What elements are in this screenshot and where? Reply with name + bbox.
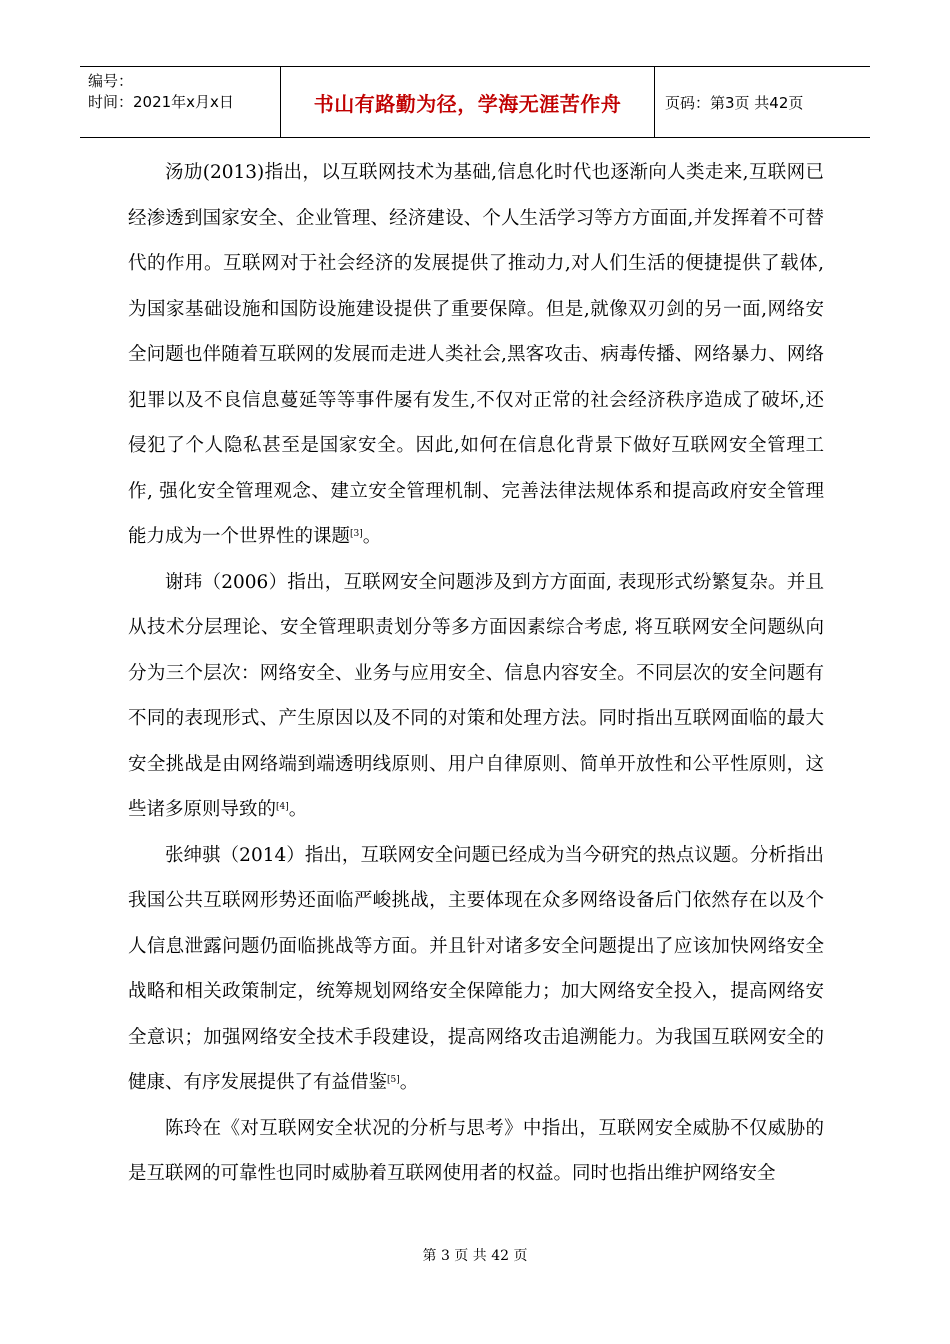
- citation-ref: [5]: [387, 1075, 400, 1085]
- footer-page-number: 第 3 页 共 42 页: [422, 1248, 528, 1264]
- paragraph-end: 。: [362, 526, 382, 547]
- paragraph-1: [128, 150, 824, 560]
- paragraph-text: 张绅骐（2014）指出，互联网安全问题已经成为当今研究的热点议题。分析指出我国公共互联网形势还面临严峻挑战，主要体现在众多网络设备后门依然存在以及个人信息泄露问题仍面临挑战等方面。并且针对诸多安全问题提出了应该加快网络安全战略和相关政策制定，统筹规划网络安全保障能力；加大网络安全投入，提高网络安全意识；加强网络安全技术手段建设，提高网络攻击追溯能力。为我国互联网安全的健康、有序发展提供了有益借鉴: [128, 844, 824, 1093]
- motto-text: 书山有路勤为径，学海无涯苦作舟: [313, 91, 622, 116]
- header-page-cell: [655, 67, 870, 137]
- page-info: 页码：第3页 共42页: [665, 93, 804, 112]
- paragraph-3: [128, 833, 824, 1106]
- document-body: [128, 150, 824, 1197]
- paragraph-text: 谢玮（2006）指出，互联网安全问题涉及到方方面面, 表现形式纷繁复杂。并且从技术分层理论、安全管理职责划分等多方面因素综合考虑, 将互联网安全问题纵向分为三个层次：网络安全、业务与应用安全、信息内容安全。不同层次的安全问题有不同的表现形式、产生原因以及不同的对策和处理方法。同时指出互联网面临的最大安全挑战是由网络端到端透明线原则、用户自律原则、简单开放性和公平性原则，这些诸多原则导致的: [128, 571, 824, 820]
- citation-ref: [4]: [276, 802, 289, 812]
- paragraph-2: [128, 560, 824, 833]
- time-label: 时间：2021年x月x日: [88, 93, 234, 111]
- paragraph-4: [128, 1106, 824, 1197]
- paragraph-text: 陈玲在《对互联网安全状况的分析与思考》中指出，互联网安全威胁不仅威胁的是互联网的可靠性也同时威胁着互联网使用者的权益。同时也指出维护网络安全: [128, 1117, 824, 1184]
- number-label: 编号：: [88, 72, 134, 90]
- page-footer: [0, 1245, 950, 1265]
- header-motto-cell: [281, 67, 655, 137]
- citation-ref: [3]: [350, 529, 363, 539]
- page-header: [80, 66, 870, 138]
- header-meta: [80, 67, 281, 137]
- paragraph-end: 。: [288, 799, 308, 820]
- paragraph-end: 。: [399, 1072, 419, 1093]
- paragraph-text: 汤劢(2013)指出，以互联网技术为基础,信息化时代也逐渐向人类走来,互联网已经渗透到国家安全、企业管理、经济建设、个人生活学习等方方面面,并发挥着不可替代的作用。互联网对于社会经济的发展提供了推动力,对人们生活的便捷提供了载体,为国家基础设施和国防设施建设提供了重要保障。但是,就像双刃剑的另一面,网络安全问题也伴随着互联网的发展而走进人类社会,黑客攻击、病毒传播、网络暴力、网络犯罪以及不良信息蔓延等等事件屡有发生,不仅对正常的社会经济秩序造成了破坏,还侵犯了个人隐私甚至是国家安全。因此,如何在信息化背景下做好互联网安全管理工作, 强化安全管理观念、建立安全管理机制、完善法律法规体系和提高政府安全管理能力成为一个世界性的课题: [128, 162, 824, 547]
